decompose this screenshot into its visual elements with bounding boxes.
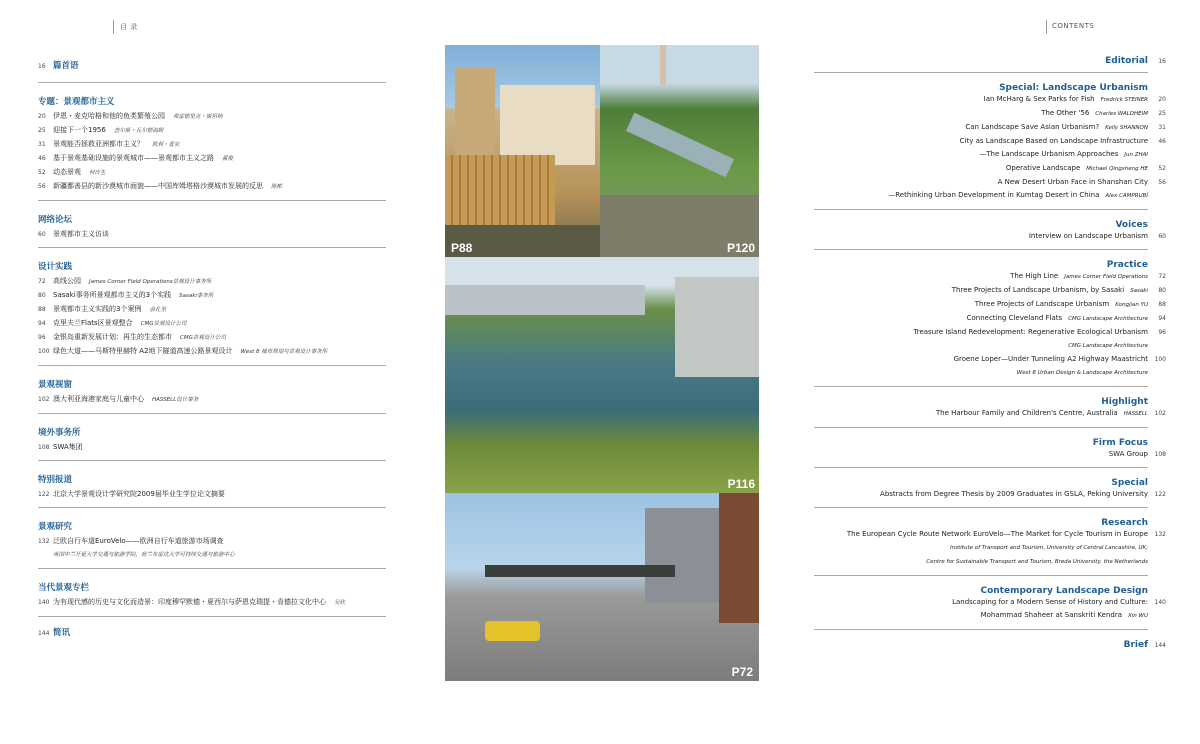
entry-title: Mohammad Shaheer at Sanskriti Kendra	[980, 611, 1122, 619]
photo-park	[600, 45, 759, 257]
toc-entry[interactable]	[38, 289, 386, 303]
entry-author: 何庆生	[89, 170, 106, 176]
entry-author: Xin WU	[1128, 613, 1148, 619]
photo-street	[445, 493, 759, 681]
entry-author: Institute of Transport and Tourism, University of Central Lancashire, UK;	[950, 545, 1148, 551]
divider	[38, 616, 386, 617]
entry-author: Fredrick STEINER	[1100, 97, 1148, 103]
toc-entry[interactable]	[814, 326, 1166, 339]
entry-title: The Harbour Family and Children's Centre, Australia	[935, 409, 1118, 417]
section-title-row[interactable]	[814, 586, 1148, 596]
section-title: 简讯	[53, 628, 71, 638]
toc-entry[interactable]	[38, 331, 386, 345]
entry-author: CMG景观设计公司	[180, 335, 226, 341]
entry-title: The European Cycle Route Network EuroVelo—The Market for Cycle Tourism in Europe	[846, 530, 1148, 538]
page-number: 140	[38, 599, 50, 606]
tower-spire	[660, 45, 666, 85]
toc-section	[814, 428, 1166, 467]
page-number: 96	[1158, 329, 1166, 336]
entry-author: Sasaki	[1130, 288, 1148, 294]
entry-author: Michael Qingsheng HE	[1086, 166, 1148, 172]
tower-building	[645, 508, 719, 603]
photo-label: P72	[731, 665, 753, 679]
entry-author: James Corner Field Operations景观设计事务所	[89, 279, 212, 285]
page-number: 56	[38, 183, 46, 190]
entry-author: 英国中兰开夏大学交通与旅游学院，荷兰布雷达大学可持续交通与旅游中心	[53, 552, 235, 558]
toc-section	[38, 201, 386, 247]
entry-author: Kelly SHANNON	[1105, 125, 1148, 131]
toc-section	[814, 73, 1166, 209]
page-number: 88	[1158, 301, 1166, 308]
page-number: 94	[38, 320, 46, 327]
toc-section	[38, 83, 386, 200]
entry-author: 陈彬	[271, 184, 283, 190]
toc-entry[interactable]	[38, 152, 386, 166]
page-number: 16	[38, 63, 46, 70]
entry-title: 基于景观基础设施的景观城市——景观都市主义之路	[53, 154, 214, 162]
section-title-row[interactable]	[814, 220, 1148, 230]
section-title: Special: Landscape Urbanism	[999, 83, 1148, 93]
entry-author: 凯利・香农	[152, 142, 180, 148]
toc-section	[38, 569, 386, 616]
toc-entry[interactable]	[814, 121, 1166, 135]
toc-section	[814, 576, 1166, 629]
page-number: 46	[38, 155, 46, 162]
section-title: 设计实践	[38, 262, 73, 272]
entry-title: —The Landscape Urbanism Approaches	[979, 150, 1119, 158]
entry-title: 景观能否拯救亚洲都市主义？	[53, 140, 144, 148]
entry-title: 景观都市主义访谈	[53, 230, 109, 238]
page-number: 94	[1158, 315, 1166, 322]
toc-entry[interactable]	[814, 366, 1148, 380]
entry-title: 澳大利亚海港家庭与儿童中心	[53, 395, 144, 403]
entry-title: Sasaki事务所景观都市主义的3个实践	[53, 291, 172, 299]
page-number: 96	[38, 334, 46, 341]
toc-entry[interactable]	[814, 162, 1166, 176]
toc-section	[38, 461, 386, 507]
page-number: 31	[38, 141, 46, 148]
photo-collage	[445, 45, 759, 681]
section-title: 景观研究	[38, 522, 73, 532]
section-title: Research	[1101, 518, 1148, 528]
entry-author: West 8 城市规划与景观设计事务所	[240, 349, 328, 355]
entry-title: 迎接下一个1956	[53, 126, 106, 134]
entry-author: CMG Landscape Architecture	[1068, 343, 1148, 349]
header-right: CONTENTS	[1052, 22, 1095, 30]
toc-english	[814, 56, 1166, 656]
toc-section	[814, 210, 1166, 249]
section-title-row[interactable]	[814, 518, 1148, 528]
page-number: 108	[1154, 451, 1166, 458]
toc-section	[814, 508, 1166, 575]
section-title: Highlight	[1101, 397, 1148, 407]
entry-author: 弗雷德里克・斯坦纳	[173, 114, 223, 120]
building-lattice	[445, 155, 555, 225]
section-title: Contemporary Landscape Design	[980, 586, 1148, 596]
entry-author: CMG景观设计公司	[140, 321, 187, 327]
section-title: Practice	[1106, 260, 1148, 270]
toc-entry[interactable]	[814, 107, 1166, 121]
section-title-row[interactable]	[814, 56, 1166, 66]
entry-title: The High Line	[1010, 272, 1059, 280]
toc-entry[interactable]	[38, 303, 386, 317]
entry-title: 新疆鄯善县的新沙漠城市面貌——中国库姆塔格沙漠城市发展的反思	[53, 182, 263, 190]
entry-title: 景观都市主义实践的3个案例	[53, 305, 142, 313]
toc-entry[interactable]	[38, 317, 386, 331]
page-number: 100	[1154, 356, 1166, 363]
toc-note	[38, 548, 386, 562]
page-number: 31	[1158, 124, 1166, 131]
section-title: 网络论坛	[38, 215, 73, 225]
toc-section	[814, 56, 1166, 72]
toc-entry[interactable]	[814, 528, 1166, 541]
toc-chinese	[38, 60, 386, 640]
photo-label: P88	[451, 241, 473, 255]
page-number: 56	[1158, 179, 1166, 186]
page-number: 25	[1158, 110, 1166, 117]
page-number: 102	[1154, 410, 1166, 417]
entry-author: West 8 Urban Design & Landscape Architecture	[1016, 370, 1148, 376]
toc-entry[interactable]	[814, 135, 1166, 148]
section-title: Special	[1111, 478, 1148, 488]
page-number: 60	[1158, 233, 1166, 240]
entry-title: Ian McHarg & Sex Parks for Fish	[983, 95, 1095, 103]
section-title-row[interactable]	[814, 397, 1148, 407]
entry-title: Treasure Island Redevelopment: Regenerative Ecological Urbanism	[913, 328, 1148, 336]
entry-title: —Rethinking Urban Development in Kumtag Desert in China	[888, 191, 1100, 199]
water-channel	[626, 113, 734, 178]
toc-entry[interactable]	[38, 441, 386, 454]
entry-title: City as Landscape Based on Landscape Infrastructure	[959, 137, 1148, 145]
toc-section	[38, 414, 386, 460]
toc-entry[interactable]	[38, 596, 386, 610]
entry-title: SWA集团	[53, 443, 83, 451]
page-number: 100	[38, 348, 50, 355]
page-number: 122	[38, 491, 50, 498]
photo-campus	[445, 257, 759, 493]
toc-section	[38, 366, 386, 413]
toc-entry[interactable]	[814, 596, 1166, 609]
section-title: 当代景观专栏	[38, 583, 90, 593]
entry-title: 北京大学景观设计学研究院2009届毕业生学位论文摘要	[53, 490, 225, 498]
entry-author: 查尔斯・瓦尔德海姆	[113, 128, 164, 134]
section-title: 境外事务所	[38, 428, 81, 438]
entry-title: Landscaping for a Modern Sense of History and Culture:	[952, 598, 1148, 606]
page-number: 16	[1158, 58, 1166, 65]
entry-title: Groene Loper—Under Tunneling A2 Highway Maastricht	[953, 355, 1148, 363]
entry-title: SWA Group	[1108, 450, 1148, 458]
page-number: 108	[38, 444, 50, 451]
entry-author: HASSELL设计事务	[152, 397, 199, 403]
toc-section	[814, 250, 1166, 386]
entry-author: Charles WALDHEIM	[1095, 111, 1148, 117]
toc-entry[interactable]	[814, 176, 1166, 189]
entry-title: A New Desert Urban Face in Shanshan City	[997, 178, 1148, 186]
section-title: 特别报道	[38, 475, 73, 485]
entry-author: Kongjian YU	[1115, 302, 1148, 308]
toc-entry[interactable]	[814, 298, 1166, 312]
page-number: 80	[38, 292, 46, 299]
toc-section	[814, 387, 1166, 427]
entry-title: 动态景观	[53, 168, 81, 176]
section-title: Firm Focus	[1092, 438, 1148, 448]
header-rule-right	[1046, 20, 1047, 34]
campus-building	[445, 285, 645, 315]
entry-author: 翟俊	[222, 156, 234, 162]
toc-entry[interactable]	[38, 166, 386, 180]
entry-title: Operative Landscape	[1005, 164, 1081, 172]
toc-entry[interactable]	[814, 189, 1148, 203]
page-number: 72	[38, 278, 46, 285]
entry-author: CMG Landscape Architecture	[1068, 316, 1148, 322]
page-number: 102	[38, 396, 50, 403]
section-title: 专题：景观都市主义	[38, 97, 115, 107]
entry-author: Sasaki事务所	[179, 293, 214, 299]
toc-entry[interactable]	[814, 407, 1166, 421]
toc-entry[interactable]	[814, 555, 1148, 569]
toc-entry[interactable]	[814, 609, 1148, 623]
toc-entry[interactable]	[38, 228, 386, 241]
toc-entry[interactable]	[38, 275, 386, 289]
page-number: 132	[38, 538, 50, 545]
section-title-row[interactable]	[814, 83, 1148, 93]
header-left: 目 录	[120, 23, 138, 31]
toc-entry[interactable]	[814, 312, 1166, 326]
entry-title: 克里夫兰Flats区景观整合	[53, 319, 133, 327]
entry-title: Three Projects of Landscape Urbanism	[974, 300, 1110, 308]
section-title: 景观视窗	[38, 380, 73, 390]
entry-title: 金银岛重新发展计划：再生的生态都市	[53, 333, 172, 341]
page-number: 52	[1158, 165, 1166, 172]
section-title-row[interactable]	[814, 640, 1166, 650]
page-number: 60	[38, 231, 46, 238]
entry-author: James Corner Field Operations	[1064, 274, 1148, 280]
toc-entry[interactable]	[38, 124, 386, 138]
page-number: 25	[38, 127, 46, 134]
page-number: 144	[38, 630, 50, 637]
entry-title: 泛欧自行车道EuroVelo——欧洲自行车道旅游市场调查	[53, 537, 224, 545]
toc-entry[interactable]	[38, 180, 386, 194]
toc-entry[interactable]	[38, 138, 386, 152]
toc-entry[interactable]	[814, 339, 1148, 353]
entry-author: Jun ZHAI	[1124, 152, 1148, 158]
entry-author: 吴欣	[334, 600, 346, 606]
section-title: Voices	[1115, 220, 1148, 230]
brick-building	[719, 493, 759, 623]
photo-building	[445, 45, 600, 257]
entry-title: 绿色大道——马斯特里赫特 A2地下隧道高速公路景观设计	[53, 347, 233, 355]
section-title: Editorial	[1105, 56, 1148, 66]
section-title-row[interactable]	[814, 260, 1148, 270]
toc-section	[38, 508, 386, 568]
section-title: Brief	[1123, 640, 1148, 650]
toc-entry[interactable]	[814, 270, 1166, 284]
entry-author: 俞孔坚	[149, 307, 166, 313]
entry-title: Connecting Cleveland Flats	[966, 314, 1063, 322]
toc-entry[interactable]	[38, 393, 386, 407]
toc-entry[interactable]	[814, 230, 1166, 243]
entry-title: Can Landscape Save Asian Urbanism?	[965, 123, 1100, 131]
page-number: 20	[1158, 96, 1166, 103]
toc-entry[interactable]	[38, 110, 386, 124]
elevated-railway	[485, 565, 675, 577]
header-rule-left	[113, 20, 114, 34]
entry-author: Centre for Sustainable Transport and Tourism, Breda University, the Netherlands	[926, 559, 1148, 565]
page-number: 140	[1154, 599, 1166, 606]
toc-section	[38, 248, 386, 365]
campus-building-right	[675, 277, 759, 377]
toc-outro[interactable]	[38, 627, 386, 640]
toc-section	[814, 468, 1166, 507]
entry-title: 为有现代感的历史与文化而造景：印度穆罕默德・夏西尔与萨恩克瑞提・肯德拉文化中心	[53, 598, 326, 606]
toc-entry[interactable]	[814, 148, 1148, 162]
building-block	[500, 85, 595, 165]
page-number: 144	[1154, 642, 1166, 649]
entry-title: Interview on Landscape Urbanism	[1028, 232, 1148, 240]
toc-section	[814, 630, 1166, 656]
toc-entry[interactable]	[814, 541, 1148, 555]
page-number: 46	[1158, 138, 1166, 145]
toc-entry[interactable]	[814, 488, 1166, 501]
entry-author: HASSELL	[1123, 411, 1148, 417]
toc-entry[interactable]	[814, 353, 1166, 366]
yellow-taxi	[485, 621, 540, 641]
photo-label: P120	[726, 241, 755, 255]
entry-title: The Other '56	[1041, 109, 1090, 117]
section-title: 篇首语	[53, 61, 79, 71]
toc-entry[interactable]	[814, 284, 1166, 298]
entry-title: Three Projects of Landscape Urbanism, by Sasaki	[951, 286, 1125, 294]
page-number: 72	[1158, 273, 1166, 280]
page-number: 122	[1154, 491, 1166, 498]
page-number: 132	[1154, 531, 1166, 538]
toc-entry[interactable]	[38, 345, 386, 359]
entry-title: 高线公园	[53, 277, 81, 285]
toc-entry[interactable]	[814, 93, 1166, 107]
photo-label: P116	[727, 477, 755, 491]
page-number: 80	[1158, 287, 1166, 294]
section-title-row[interactable]	[814, 438, 1148, 448]
entry-title: Abstracts from Degree Thesis by 2009 Graduates in GSLA, Peking University	[880, 490, 1148, 498]
entry-author: Alex CAMPRUBÍ	[1105, 193, 1148, 199]
page-number: 20	[38, 113, 46, 120]
page-number: 88	[38, 306, 46, 313]
toc-intro[interactable]	[38, 60, 386, 78]
entry-title: 伊恩・麦克哈格和他的鱼类繁殖公园	[53, 112, 165, 120]
page-number: 52	[38, 169, 46, 176]
toc-entry[interactable]	[38, 535, 386, 548]
section-title-row[interactable]	[814, 478, 1148, 488]
toc-entry[interactable]	[814, 448, 1166, 461]
toc-entry[interactable]	[38, 488, 386, 501]
